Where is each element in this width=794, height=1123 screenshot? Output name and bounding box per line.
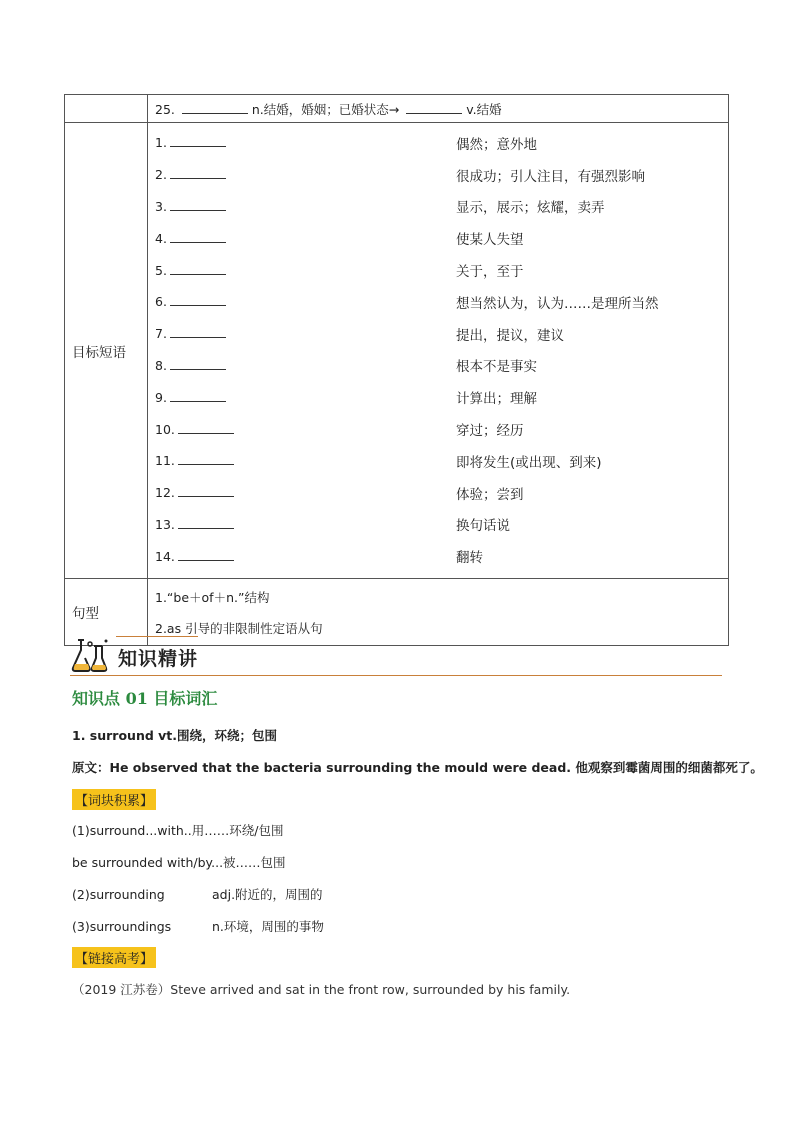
phrase-row <box>148 286 728 318</box>
phrase-num: 1. <box>155 135 167 151</box>
phrase-list <box>148 123 728 578</box>
answer-blank[interactable] <box>170 295 226 306</box>
answer-blank[interactable] <box>178 518 234 529</box>
answer-blank[interactable] <box>170 359 226 370</box>
phrase-meaning: 换句话说 <box>456 518 510 535</box>
phrase-num: 7. <box>155 326 167 342</box>
phrase-num-cell <box>148 167 456 182</box>
phrases-cell <box>148 123 729 579</box>
sentence-item: 1.“be＋of＋n.”结构 <box>155 589 270 605</box>
phrase-num: 9. <box>155 389 167 405</box>
row-25-cell <box>148 95 729 123</box>
phrase-num-cell <box>148 485 456 500</box>
tag-word-chunks: 【词块积累】 <box>72 789 156 810</box>
phrase-num: 4. <box>155 230 167 246</box>
phrases-label: 目标短语 <box>65 123 148 579</box>
answer-blank[interactable] <box>170 232 226 243</box>
phrase-meaning: 计算出；理解 <box>456 391 537 408</box>
phrase-num-cell <box>148 390 456 405</box>
answer-blank[interactable] <box>170 391 226 402</box>
phrase-num-cell <box>148 326 456 341</box>
phrase-meaning: 体验；尝到 <box>456 486 524 503</box>
tag-row-1 <box>72 789 156 810</box>
phrase-num: 3. <box>155 198 167 214</box>
phrase-num-cell <box>148 453 456 468</box>
answer-blank[interactable] <box>178 486 234 497</box>
phrase-num: 11. <box>155 453 175 469</box>
phrase-num: 6. <box>155 294 167 310</box>
phrase-meaning: 显示，展示；炫耀，卖弄 <box>456 200 605 217</box>
answer-blank[interactable] <box>170 136 226 147</box>
answer-blank[interactable] <box>178 550 234 561</box>
vocab-table <box>64 94 729 646</box>
word-heading: 1. surround vt.围绕，环绕；包围 <box>72 728 278 743</box>
original-sentence: 原文：He observed that the bacteria surrounding the mould were dead. 他观察到霉菌周围的细菌都死了。 <box>72 760 763 775</box>
phrase-meaning: 关于，至于 <box>456 264 524 281</box>
phrase-row <box>148 350 728 382</box>
phrase-num-cell <box>148 422 456 437</box>
phrase-num-cell <box>148 549 456 564</box>
kp-title: 知识点 01 目标词汇 <box>72 689 218 708</box>
phrase-row <box>148 477 728 509</box>
row-25-text-b: v.结婚 <box>466 101 502 117</box>
chunk-4 <box>72 917 324 935</box>
section-title: 知识精讲 <box>118 648 199 670</box>
section-divider <box>70 675 722 676</box>
phrase-row <box>148 445 728 477</box>
exam-example: （2019 江苏卷）Steve arrived and sat in the front row, surrounded by his family. <box>72 982 571 997</box>
phrase-row <box>148 191 728 223</box>
flask-icon <box>70 636 110 674</box>
chunk-3-word: (2)surrounding <box>72 887 165 902</box>
phrase-row <box>148 413 728 445</box>
chunk-2: be surrounded with/by...被……包围 <box>72 855 286 870</box>
phrase-meaning: 根本不是事实 <box>456 359 537 376</box>
sentences-label: 句型 <box>65 579 148 646</box>
phrase-row <box>148 318 728 350</box>
sentence-item: 2.as 引导的非限制性定语从句 <box>155 620 323 636</box>
answer-blank[interactable] <box>170 168 226 179</box>
tag-row-2 <box>72 947 156 968</box>
phrase-meaning: 翻转 <box>456 550 483 567</box>
answer-blank[interactable] <box>178 423 234 434</box>
phrase-meaning: 偶然；意外地 <box>456 136 537 153</box>
phrase-num: 14. <box>155 548 175 564</box>
answer-blank[interactable] <box>170 327 226 338</box>
phrase-num: 2. <box>155 167 167 183</box>
phrase-row <box>148 127 728 159</box>
tag-exam-link: 【链接高考】 <box>72 947 156 968</box>
phrases-row <box>65 123 729 579</box>
phrase-row <box>148 222 728 254</box>
phrase-meaning: 穿过；经历 <box>456 423 524 440</box>
phrase-num-cell <box>148 294 456 309</box>
phrase-num: 8. <box>155 357 167 373</box>
phrase-row <box>148 254 728 286</box>
phrase-meaning: 使某人失望 <box>456 232 524 249</box>
phrase-meaning: 提出，提议，建议 <box>456 327 564 344</box>
phrase-meaning: 想当然认为，认为……是理所当然 <box>456 295 659 312</box>
phrase-num: 10. <box>155 421 175 437</box>
chunk-4-word: (3)surroundings <box>72 919 172 934</box>
phrase-row <box>148 509 728 541</box>
answer-blank[interactable] <box>406 103 462 114</box>
phrase-num-cell <box>148 517 456 532</box>
answer-blank[interactable] <box>170 200 226 211</box>
answer-blank[interactable] <box>170 264 226 275</box>
phrase-num-cell <box>148 231 456 246</box>
chunk-1: (1)surround...with..用……环绕/包围 <box>72 823 284 838</box>
phrase-meaning: 很成功；引人注目，有强烈影响 <box>456 168 645 185</box>
phrase-num-cell <box>148 135 456 150</box>
phrase-row <box>148 540 728 572</box>
chunk-3-meaning: adj.附近的，周围的 <box>212 887 323 902</box>
phrase-meaning: 即将发生(或出现、到来) <box>456 454 602 471</box>
section-header <box>70 634 722 676</box>
answer-blank[interactable] <box>182 103 248 114</box>
row-25-text-a: n.结婚，婚姻；已婚状态→ <box>251 101 400 117</box>
phrase-num-cell <box>148 199 456 214</box>
row-25-num: 25. <box>155 101 175 117</box>
phrase-num: 12. <box>155 485 175 501</box>
row-25 <box>65 95 729 123</box>
phrase-num-cell <box>148 263 456 278</box>
chunk-3 <box>72 885 323 903</box>
phrase-num: 13. <box>155 516 175 532</box>
empty-label-cell <box>65 95 148 123</box>
phrase-row <box>148 381 728 413</box>
answer-blank[interactable] <box>178 454 234 465</box>
chunk-4-meaning: n.环境，周围的事物 <box>212 919 324 934</box>
phrase-num-cell <box>148 358 456 373</box>
phrase-row <box>148 159 728 191</box>
phrase-num: 5. <box>155 262 167 278</box>
